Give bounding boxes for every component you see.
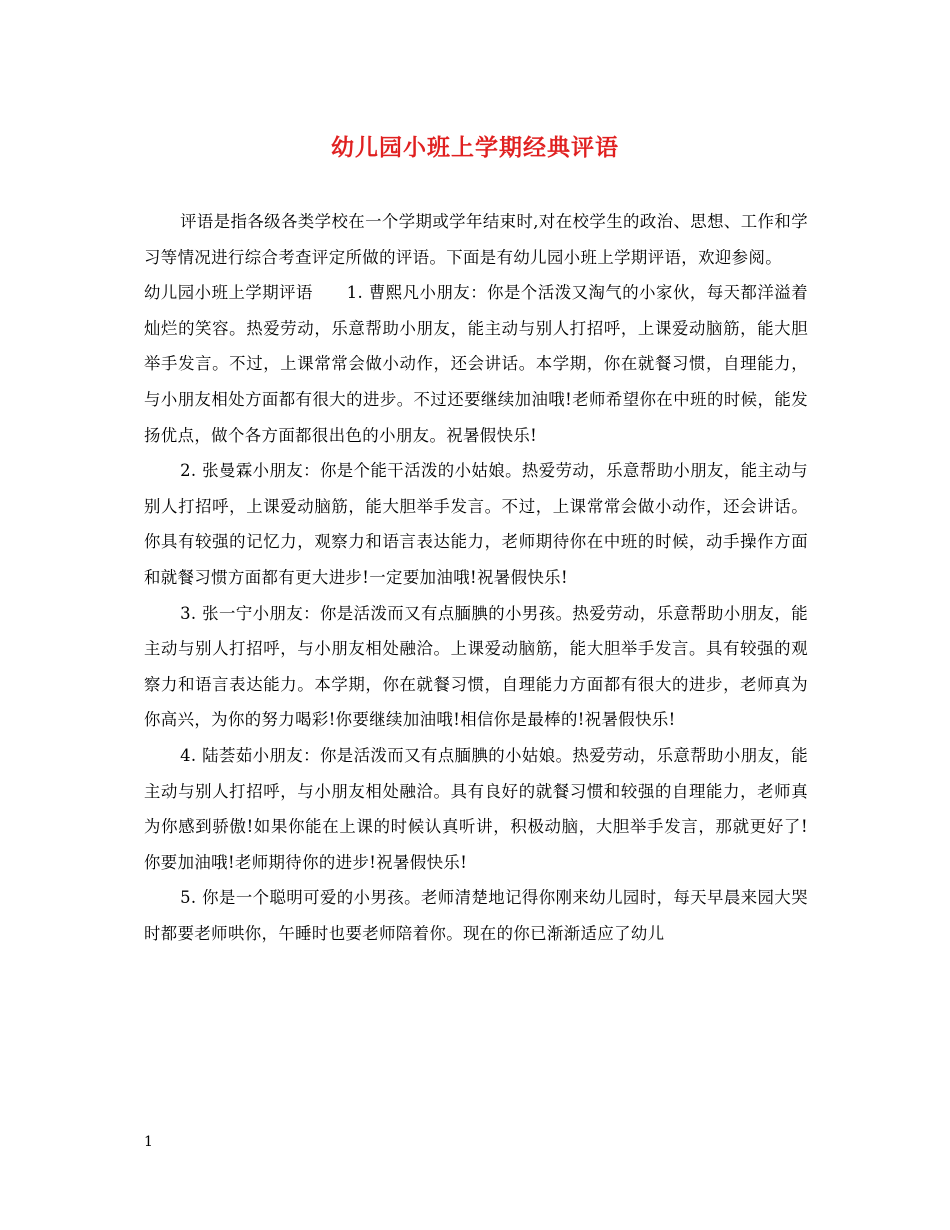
comment-paragraph-2: 2. 张曼霖小朋友：你是个能干活泼的小姑娘。热爱劳动，乐意帮助小朋友，能主动与别人打招呼，上课爱动脑筋，能大胆举手发言。不过，上课常常会做小动作，还会讲话。你具有较强的记忆力，观察力和语言表达能力，老师期待你在中班的时候，动手操作方面和就餐习惯方面都有更大进步!一定要加油哦!祝暑假快乐!: [144, 461, 808, 587]
document-title: 幼儿园小班上学期经典评语: [331, 134, 619, 161]
document-body: [144, 204, 808, 951]
comment-paragraph-1: 幼儿园小班上学期评语 1. 曹熙凡小朋友：你是个活泼又淘气的小家伙，每天都洋溢着灿烂的笑容。热爱劳动，乐意帮助小朋友，能主动与别人打招呼，上课爱动脑筋，能大胆举手发言。不过，上课常常会做小动作，还会讲话。本学期，你在就餐习惯，自理能力，与小朋友相处方面都有很大的进步。不过还要继续加油哦!老师希望你在中班的时候，能发扬优点，做个各方面都很出色的小朋友。祝暑假快乐!: [144, 283, 808, 445]
comment-paragraph-5: 5. 你是一个聪明可爱的小男孩。老师清楚地记得你刚来幼儿园时，每天早晨来园大哭时都要老师哄你，午睡时也要老师陪着你。现在的你已渐渐适应了幼儿: [144, 888, 808, 943]
comment-paragraph-4: 4. 陆荟茹小朋友：你是活泼而又有点腼腆的小姑娘。热爱劳动，乐意帮助小朋友，能主动与别人打招呼，与小朋友相处融洽。具有良好的就餐习惯和较强的自理能力，老师真为你感到骄傲!如果你能在上课的时候认真听讲，积极动脑，大胆举手发言，那就更好了!你要加油哦!老师期待你的进步!祝暑假快乐!: [144, 745, 808, 872]
page-number: 1: [144, 1134, 153, 1150]
comment-paragraph-3: 3. 张一宁小朋友：你是活泼而又有点腼腆的小男孩。热爱劳动，乐意帮助小朋友，能主动与别人打招呼，与小朋友相处融洽。上课爱动脑筋，能大胆举手发言。具有较强的观察力和语言表达能力。本学期，你在就餐习惯，自理能力方面都有很大的进步，老师真为你高兴，为你的努力喝彩!你要继续加油哦!相信你是最棒的!祝暑假快乐!: [144, 603, 808, 730]
intro-paragraph: 评语是指各级各类学校在一个学期或学年结束时,对在校学生的政治、思想、工作和学习等情况进行综合考查评定所做的评语。下面是有幼儿园小班上学期评语，欢迎参阅。: [144, 212, 808, 267]
